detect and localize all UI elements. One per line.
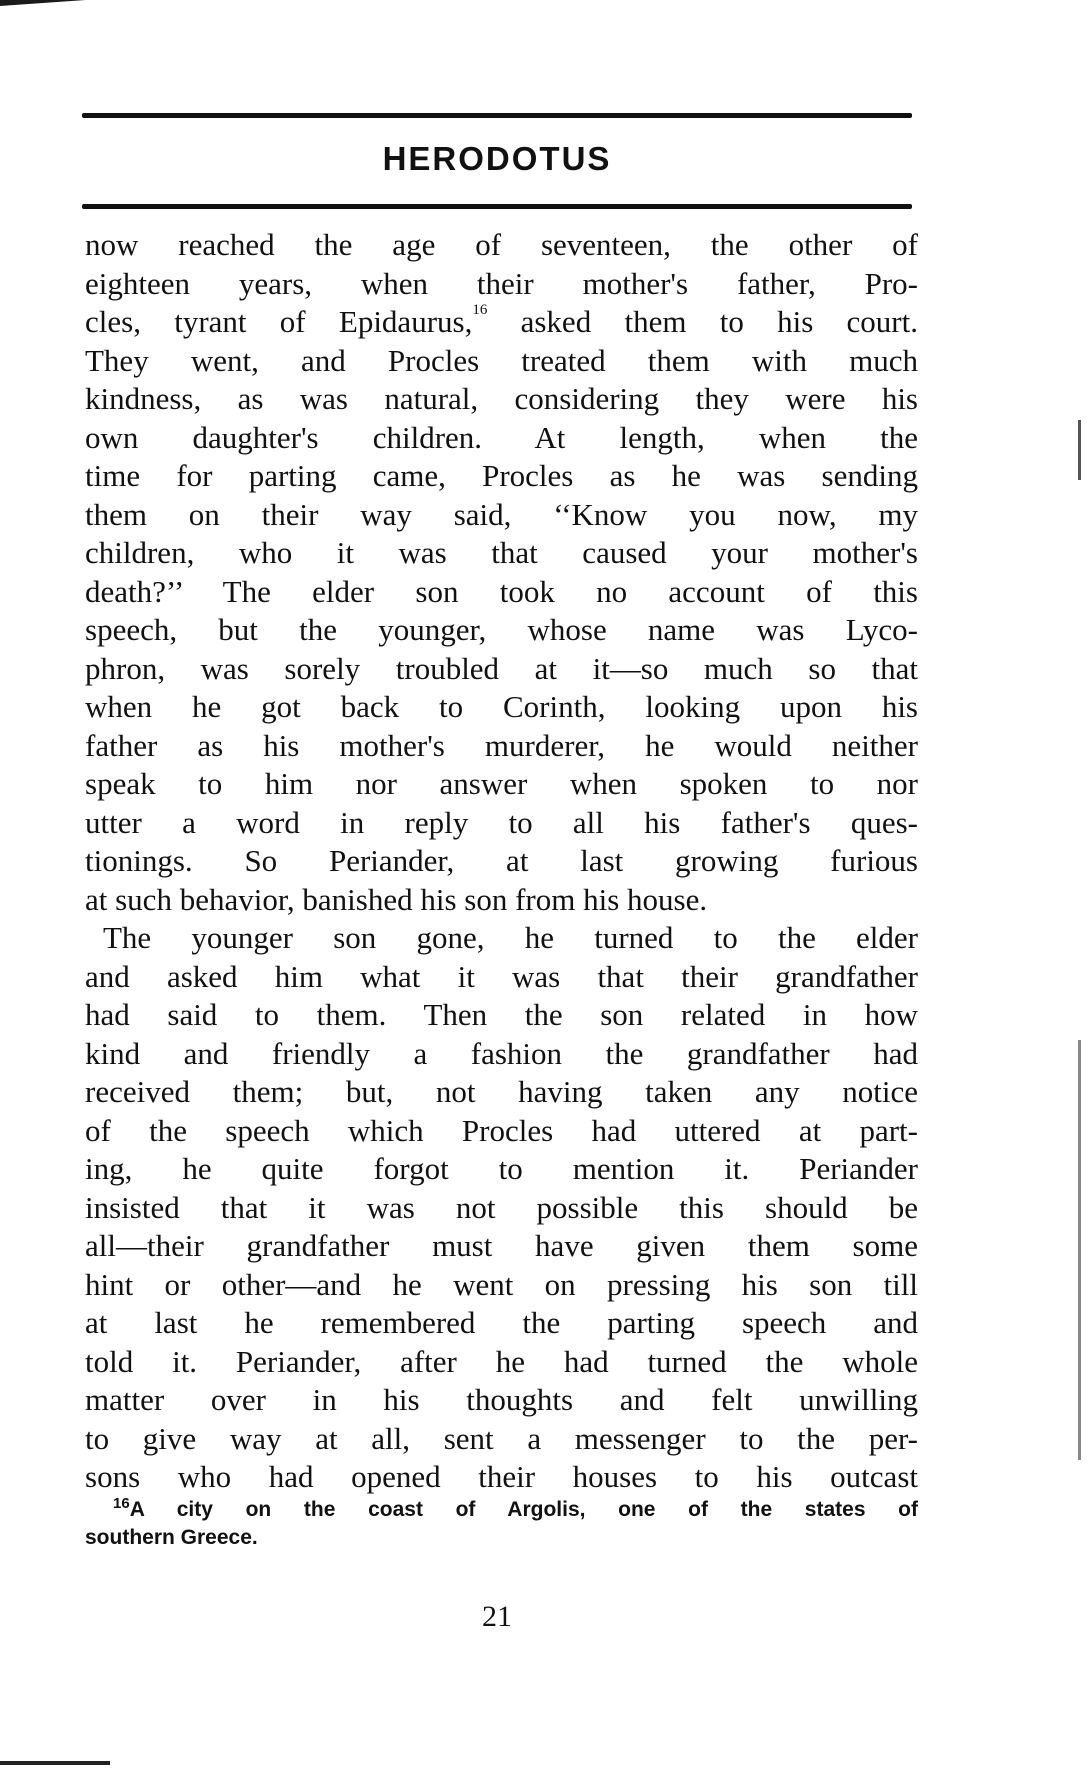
text-line: kindness, as was natural, considering they were his <box>85 381 918 416</box>
text-line: The younger son gone, he turned to the elder <box>103 920 918 955</box>
text-line: of the speech which Procles had uttered at part- <box>85 1112 918 1148</box>
footnote-line <box>85 1496 918 1524</box>
page-number: 21 <box>482 1600 512 1633</box>
text-line: insisted that it was not possible this should be <box>85 1189 918 1225</box>
text-segment: asked them to his court. <box>487 304 918 339</box>
text-line: all—their grandfather must have given them some <box>85 1228 918 1263</box>
scan-bottom-mark <box>0 1761 110 1765</box>
header-rule-bottom <box>82 204 912 209</box>
footnote <box>85 1496 918 1552</box>
footnote-line: southern Greece. <box>85 1526 258 1549</box>
text-line-with-footnote <box>85 303 918 342</box>
text-line: children, who it was that caused your mother's <box>85 535 918 570</box>
text-line: hint or other—and he went on pressing his son till <box>85 1266 918 1302</box>
text-line: had said to them. Then the son related in how <box>85 997 918 1032</box>
text-line: at last he remembered the parting speech and <box>85 1305 918 1340</box>
scan-edge-mark <box>1078 1040 1081 1460</box>
text-line: utter a word in reply to all his father's ques- <box>85 804 918 840</box>
text-line: death?’’ The elder son took no account of this <box>85 573 918 609</box>
text-segment: cles, tyrant of Epidaurus, <box>85 304 473 339</box>
text-line: told it. Periander, after he had turned the whole <box>85 1343 918 1379</box>
scan-edge-mark <box>1078 420 1081 480</box>
running-head: HERODOTUS <box>382 140 612 177</box>
text-line: father as his mother's murderer, he would neither <box>85 727 918 763</box>
text-line: now reached the age of seventeen, the other of <box>85 227 918 262</box>
text-line: time for parting came, Procles as he was sending <box>85 458 918 493</box>
text-line: speech, but the younger, whose name was Lyco- <box>85 612 918 647</box>
scan-corner-mark <box>0 0 120 6</box>
body-text <box>85 226 918 1497</box>
text-line: received them; but, not having taken any notice <box>85 1074 918 1109</box>
text-line: eighteen years, when their mother's father, Pro- <box>85 265 918 301</box>
text-line: sons who had opened their houses to his outcast <box>85 1459 918 1494</box>
text-line: to give way at all, sent a messenger to the per- <box>85 1420 918 1456</box>
text-line: them on their way said, ‘‘Know you now, my <box>85 496 918 532</box>
text-line: when he got back to Corinth, looking upon his <box>85 689 918 724</box>
text-line: They went, and Procles treated them with much <box>85 342 918 378</box>
text-line: at such behavior, banished his son from his house. <box>85 881 708 917</box>
text-line: speak to him nor answer when spoken to nor <box>85 766 918 801</box>
footnote-text: A city on the coast of Argolis, one of the states of <box>129 1498 918 1521</box>
footnote-number: 16 <box>113 1495 130 1512</box>
header-rule-top <box>82 113 912 118</box>
footnote-reference: 16 <box>472 302 488 318</box>
text-line: own daughter's children. At length, when the <box>85 419 918 455</box>
text-line: ing, he quite forgot to mention it. Periander <box>85 1151 918 1186</box>
text-line: and asked him what it was that their grandfather <box>85 958 918 994</box>
text-line: tionings. So Periander, at last growing furious <box>85 843 918 878</box>
text-line: kind and friendly a fashion the grandfather had <box>85 1035 918 1071</box>
text-line: matter over in his thoughts and felt unwilling <box>85 1382 918 1417</box>
text-line: phron, was sorely troubled at it—so much so that <box>85 650 918 686</box>
